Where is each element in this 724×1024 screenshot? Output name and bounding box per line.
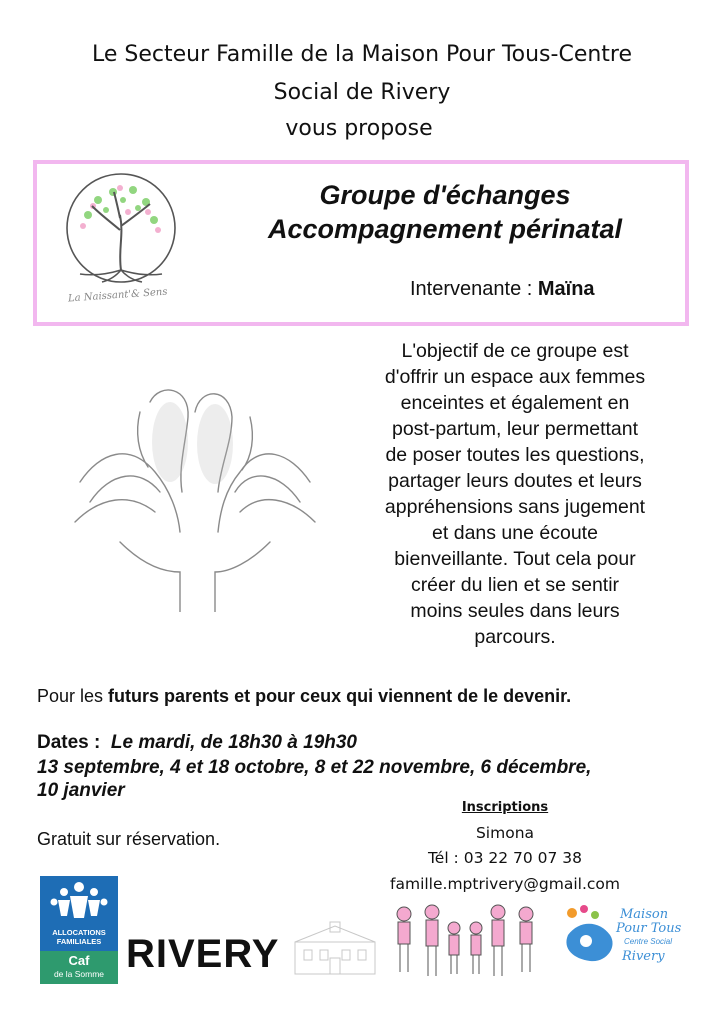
- description-line: parcours.: [474, 626, 556, 648]
- mpt-text-3: Centre Social: [624, 937, 673, 946]
- speaker-label: Intervenante :: [410, 278, 533, 300]
- title-line-2: Accompagnement périnatal: [267, 214, 623, 244]
- caf-text-4: de la Somme: [53, 969, 105, 979]
- description-line: moins seules dans leurs: [410, 600, 620, 622]
- speaker-line: [410, 278, 595, 301]
- dates-line-3: 10 janvier: [37, 780, 125, 801]
- mpt-text-4: Rivery: [622, 949, 665, 964]
- description-line: partager leurs doutes et leurs: [388, 470, 642, 492]
- dates-schedule: Le mardi, de 18h30 à 19h30: [110, 732, 357, 753]
- rivery-logo: RIVERY: [126, 932, 280, 976]
- inscriptions-email[interactable]: famille.mptrivery@gmail.com: [390, 875, 620, 893]
- title-line-1: Groupe d'échanges: [319, 180, 571, 210]
- caf-logo-blue: [40, 876, 118, 951]
- inscriptions-phone: Tél : 03 22 70 07 38: [427, 849, 583, 867]
- audience-line: [37, 686, 571, 707]
- town-hall-icon: [290, 920, 380, 976]
- audience-prefix: Pour les: [37, 686, 109, 706]
- description-line: et dans une écoute: [432, 522, 598, 544]
- header-line-3: vous propose: [285, 116, 433, 141]
- mpt-logo: [560, 905, 700, 975]
- caf-text-3: Caf: [68, 953, 90, 968]
- header-line-1: Le Secteur Famille de la Maison Pour Tous-Centre: [91, 42, 633, 67]
- description: [350, 338, 680, 650]
- description-line: de poser toutes les questions,: [385, 444, 645, 466]
- description-line: bienveillante. Tout cela pour: [394, 548, 636, 570]
- description-line: L'objectif de ce groupe est: [401, 340, 629, 362]
- mpt-text-2: Pour Tous: [616, 921, 682, 936]
- description-line: appréhensions sans jugement: [384, 496, 646, 518]
- caf-text-2: FAMILIALES: [56, 937, 102, 946]
- price-text: Gratuit sur réservation.: [37, 829, 221, 849]
- description-line: post-partum, leur permettant: [391, 418, 639, 440]
- inscriptions-title: Inscriptions: [461, 800, 549, 815]
- caf-text-1: ALLOCATIONS: [52, 928, 106, 937]
- family-drawing-icon: [392, 902, 552, 982]
- caf-family-icon: [40, 878, 118, 926]
- mpt-text-1: Maison: [620, 907, 669, 922]
- dates-line-1: [37, 732, 357, 754]
- dates-label: Dates :: [37, 732, 101, 753]
- hands-holding-baby-feet-icon: [60, 372, 340, 612]
- inscriptions-name: Simona: [475, 824, 535, 842]
- caf-logo-green: [40, 951, 118, 984]
- caf-logo: [40, 876, 118, 984]
- description-line: enceintes et également en: [400, 392, 630, 414]
- audience-bold: futurs parents et pour ceux qui viennent de le devenir.: [108, 686, 572, 706]
- speaker-name: Maïna: [537, 278, 595, 300]
- description-line: d'offrir un espace aux femmes: [384, 366, 646, 388]
- header-line-2: Social de Rivery: [273, 80, 451, 105]
- description-line: créer du lien et se sentir: [410, 574, 620, 596]
- logo-signature: La Naissant'& Sens: [67, 286, 168, 305]
- dates-line-2: 13 septembre, 4 et 18 octobre, 8 et 22 novembre, 6 décembre,: [37, 757, 592, 778]
